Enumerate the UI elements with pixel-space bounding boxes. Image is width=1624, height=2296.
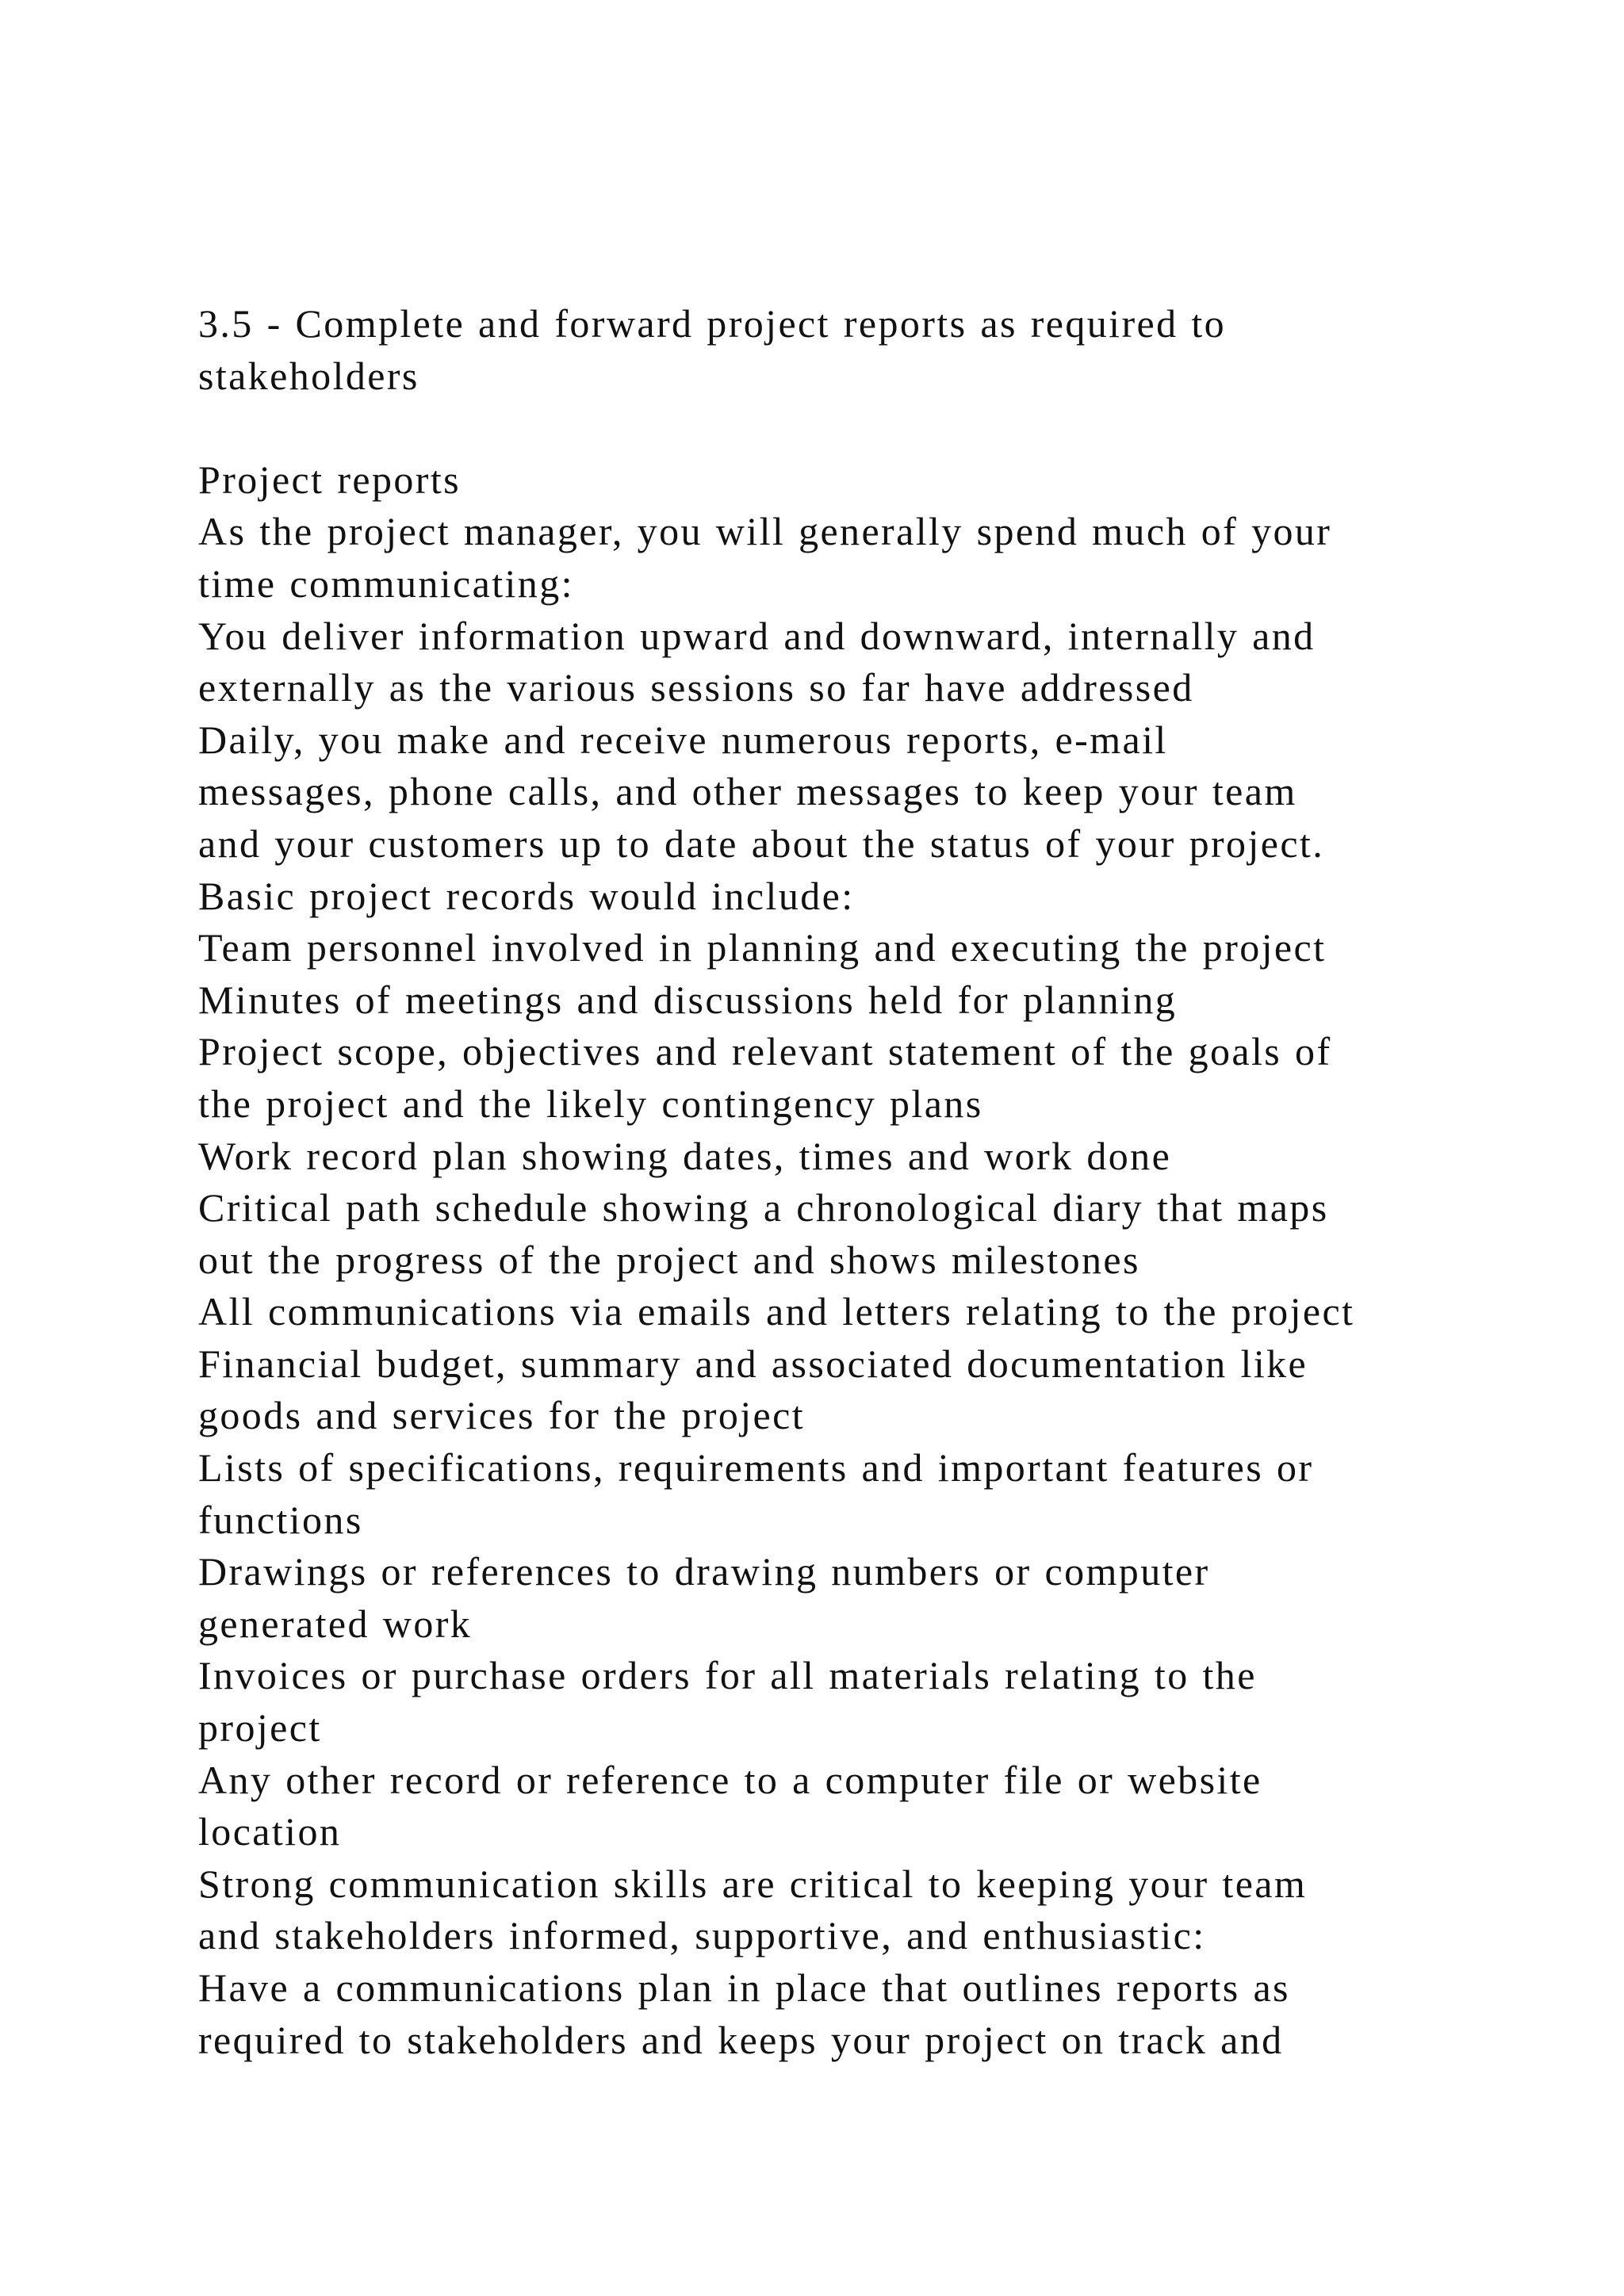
body-text-line: You deliver information upward and downward, internally and (198, 613, 1316, 658)
body-text-line: messages, phone calls, and other messages to keep your team (198, 769, 1297, 814)
body-text-line: Work record plan showing dates, times and work done (198, 1133, 1172, 1178)
body-text-line: and stakeholders informed, supportive, and enthusiastic: (198, 1913, 1206, 1958)
body-text-line: Daily, you make and receive numerous reports, e-mail (198, 717, 1168, 762)
body-text-line: goods and services for the project (198, 1393, 805, 1438)
section-heading-line-1: 3.5 - Complete and forward project reports as required to (198, 301, 1227, 346)
body-text-line: Have a communications plan in place that outlines reports as (198, 1965, 1290, 2010)
body-text-line: externally as the various sessions so far have addressed (198, 665, 1194, 710)
body-text-line: As the project manager, you will generally spend much of your (198, 509, 1332, 554)
body-text-line: Drawings or references to drawing numbers or computer (198, 1549, 1210, 1594)
body-text-line: the project and the likely contingency plans (198, 1081, 983, 1126)
body-text-line: Lists of specifications, requirements and important features or (198, 1445, 1314, 1490)
subheading-project-reports: Project reports (198, 457, 461, 502)
body-text-line: functions (198, 1497, 363, 1542)
body-text-line: required to stakeholders and keeps your project on track and (198, 2017, 1284, 2062)
section-heading-line-2: stakeholders (198, 353, 419, 398)
body-text-line: Minutes of meetings and discussions held for planning (198, 977, 1178, 1022)
body-text (198, 454, 1499, 2066)
document-text (198, 298, 1499, 2066)
body-text-line: Team personnel involved in planning and executing the project (198, 925, 1327, 970)
body-text-line: and your customers up to date about the status of your project. (198, 821, 1325, 866)
body-text-line: project (198, 1705, 322, 1751)
body-text-line: Any other record or reference to a computer file or website (198, 1757, 1262, 1802)
paragraph-spacer (198, 402, 1499, 454)
body-text-line: Invoices or purchase orders for all materials relating to the (198, 1653, 1257, 1698)
body-text-line: out the progress of the project and shows milestones (198, 1237, 1140, 1282)
body-text-line: All communications via emails and letters relating to the project (198, 1289, 1355, 1334)
body-text-line: time communicating: (198, 561, 574, 606)
body-text-line: Critical path schedule showing a chronological diary that maps (198, 1185, 1329, 1230)
body-text-line: Strong communication skills are critical to keeping your team (198, 1861, 1308, 1906)
body-text-line: generated work (198, 1601, 473, 1646)
body-text-line: location (198, 1809, 342, 1854)
body-text-line: Basic project records would include: (198, 873, 855, 918)
body-text-line: Project scope, objectives and relevant statement of the goals of (198, 1029, 1332, 1074)
body-text-line: Financial budget, summary and associated documentation like (198, 1341, 1308, 1386)
